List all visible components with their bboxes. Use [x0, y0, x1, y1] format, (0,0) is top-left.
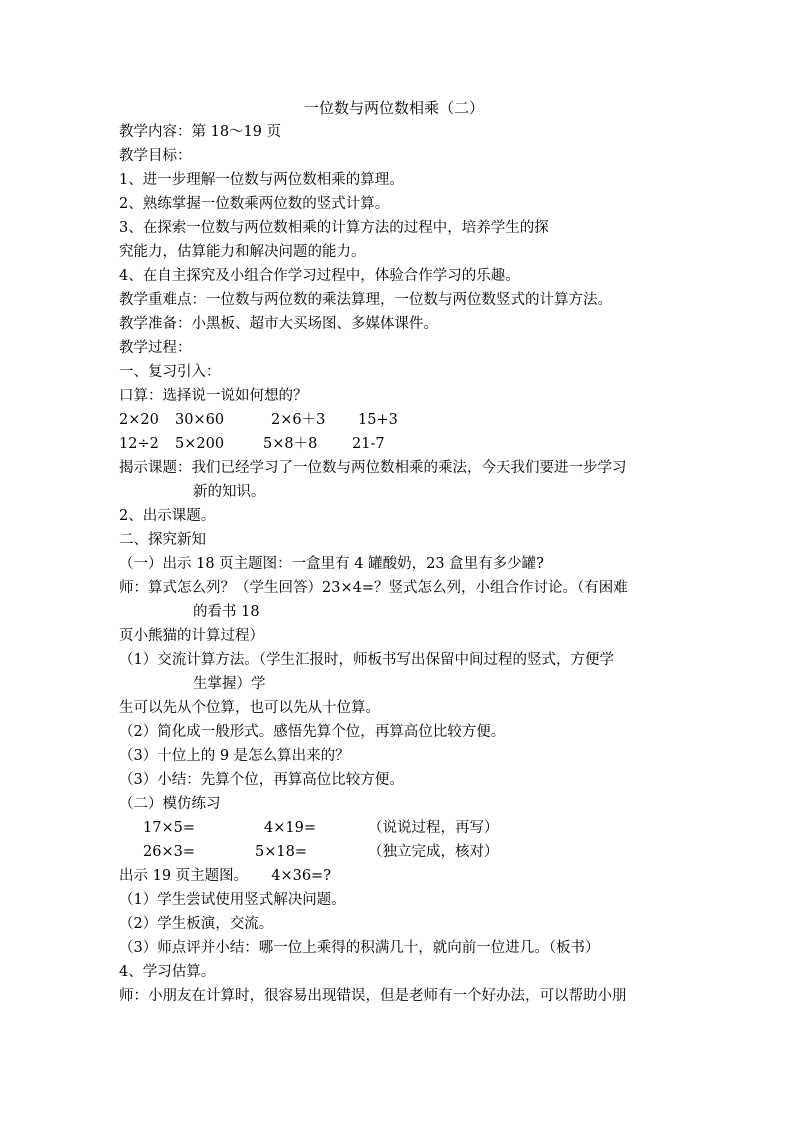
- step-1-line1: （1）交流计算方法。（学生汇报时，师板书写出保留中间过程的竖式，方便学: [119, 652, 614, 668]
- oral-prompt: 口算：选择说一说如何想的？: [119, 388, 308, 404]
- step-1-line2: 生掌握）学: [193, 676, 266, 692]
- oral-item: 5×200: [175, 436, 225, 452]
- reveal-topic-line1: 揭示课题：我们已经学习了一位数与两位数相乘的乘法，今天我们要进一步学习: [119, 460, 627, 476]
- practice-note: （独立完成，核对）: [368, 844, 499, 860]
- teaching-prep: 教学准备：小黑板、超市大买场图、多媒体课件。: [119, 316, 438, 332]
- estimation-heading: 4、学习估算。: [119, 964, 216, 980]
- practice-item: 4×19=: [264, 820, 316, 836]
- show-topic: 2、出示课题。: [119, 508, 216, 524]
- reveal-topic-line2: 新的知识。: [193, 484, 266, 500]
- oral-item: 5×8＋8: [263, 436, 318, 452]
- step-3-summary: （3）小结：先算个位，再算高位比较方便。: [119, 772, 404, 788]
- review-heading: 一、复习引入：: [119, 364, 221, 380]
- step-2: （2）简化成一般形式。感悟先算个位，再算高位比较方便。: [119, 724, 506, 740]
- oral-item: 12÷2: [119, 436, 159, 452]
- key-points: 教学重难点：一位数与两位数的乘法算理，一位数与两位数竖式的计算方法。: [119, 292, 612, 308]
- oral-item: 15+3: [358, 412, 398, 428]
- part-1: （一）出示 18 页主题图：一盒里有 4 罐酸奶，23 盒里有多少罐?: [119, 556, 544, 572]
- teacher-line3: 页小熊猫的计算过程）: [119, 628, 264, 644]
- goals-heading: 教学目标：: [119, 148, 192, 164]
- teacher-line1: 师：算式怎么列？（学生回答）23×4=？竖式怎么列，小组合作讨论。（有困难: [119, 580, 628, 596]
- task-2: （2）学生板演，交流。: [119, 916, 274, 932]
- task-3: （3）师点评并小结：哪一位上乘得的积满几十，就向前一位进几。（板书）: [119, 940, 600, 956]
- step-1-line3: 生可以先从个位算，也可以先从十位算。: [119, 700, 380, 716]
- practice-item: 26×3=: [143, 844, 195, 860]
- explore-heading: 二、探究新知: [119, 532, 206, 548]
- oral-item: 30×60: [175, 412, 225, 428]
- goal-1: 1、进一步理解一位数与两位数相乘的算理。: [119, 172, 404, 188]
- process-heading: 教学过程：: [119, 340, 192, 356]
- oral-item: 2×6＋3: [271, 412, 326, 428]
- practice-item: 5×18=: [255, 844, 307, 860]
- goal-4: 4、在自主探究及小组合作学习过程中，体验合作学习的乐趣。: [119, 268, 520, 284]
- step-3: （3）十位上的 9 是怎么算出来的？: [119, 748, 350, 764]
- imitate-heading: （二）模仿练习: [119, 796, 221, 812]
- goal-3-line1: 3、在探索一位数与两位数相乘的计算方法的过程中，培养学生的探: [119, 220, 549, 236]
- task-1: （1）学生尝试使用竖式解决问题。: [119, 892, 346, 908]
- goal-2: 2、熟练掌握一位数乘两位数的竖式计算。: [119, 196, 390, 212]
- page-19-topic: 出示 19 页主题图。 4×36=?: [119, 868, 331, 884]
- practice-item: 17×5=: [143, 820, 195, 836]
- teacher-line2: 的看书 18: [193, 604, 260, 620]
- oral-item: 21-7: [352, 436, 385, 452]
- page-title: 一位数与两位数相乘（二）: [303, 99, 484, 117]
- goal-3-line2: 究能力，估算能力和解决问题的能力。: [119, 244, 366, 260]
- practice-note: （说说过程，再写）: [368, 820, 499, 836]
- teacher-last-line: 师：小朋友在计算时，很容易出现错误，但是老师有一个好办法，可以帮助小朋: [119, 988, 627, 1004]
- teaching-content: 教学内容：第 18～19 页: [119, 124, 282, 140]
- oral-item: 2×20: [119, 412, 159, 428]
